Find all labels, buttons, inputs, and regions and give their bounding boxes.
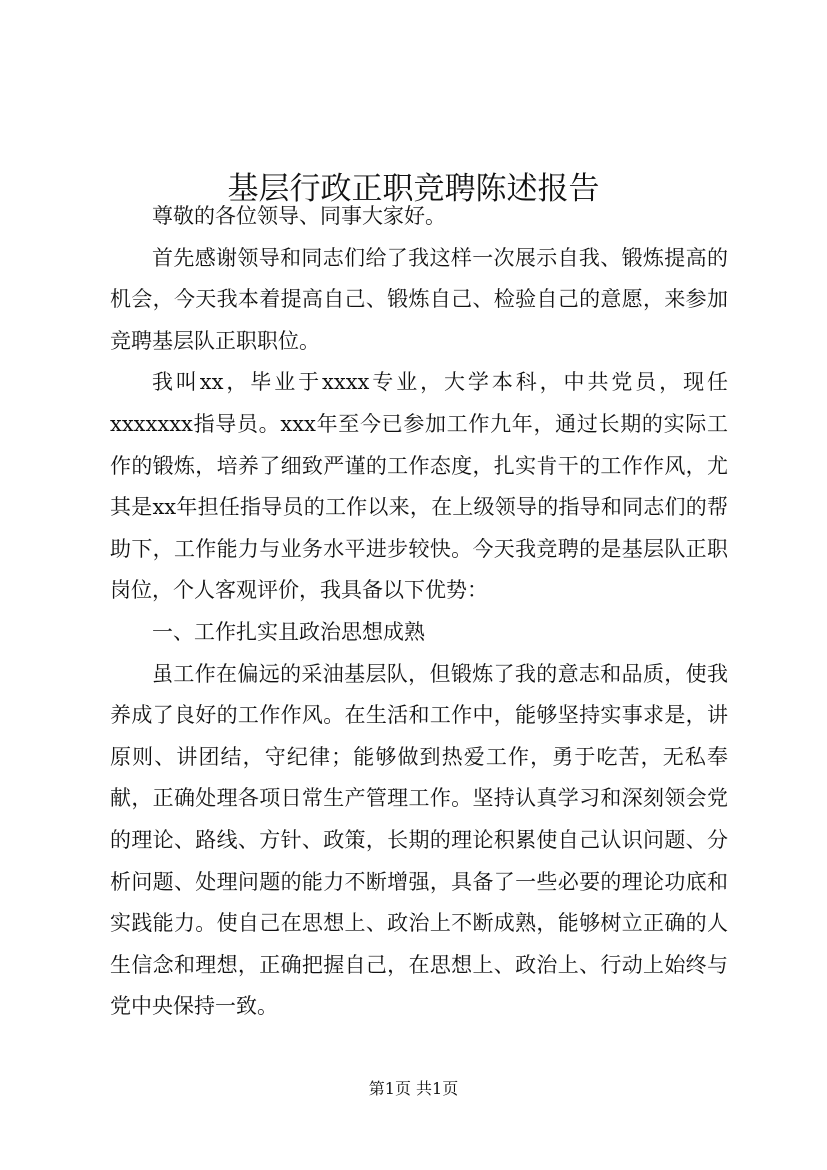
paragraph-thanks: 首先感谢领导和同志们给了我这样一次展示自我、锻炼提高的机会，今天我本着提高自己、锻炼自己、检验自己的意愿，来参加竞聘基层队正职职位。 [110,245,728,353]
paragraph-section-1: 虽工作在偏远的采油基层队，但锻炼了我的意志和品质，使我养成了良好的工作作风。在生活和工作中，能够坚持实事求是，讲原则、讲团结，守纪律；能够做到热爱工作，勇于吃苦，无私奉献，正确处理各项日常生产管理工作。坚持认真学习和深刻领会党的理论、路线、方针、政策，长期的理论积累使自己认识问题、分析问题、处理问题的能力不断增强，具备了一些必要的理论功底和实践能力。使自己在思想上、政治上不断成熟，能够树立正确的人生信念和理想，正确把握自己，在思想上、政治上、行动上始终与党中央保持一致。 [110,661,728,1019]
document-title: 基层行政正职竞聘陈述报告 [227,170,600,207]
document-body [110,196,728,1028]
page-footer: 第1页 共1页 [368,1079,459,1098]
paragraph-greeting: 尊敬的各位领导、同事大家好。 [152,204,446,228]
section-heading-1: 一、工作扎实且政治思想成熟 [152,619,425,644]
paragraph-introduction: 我叫xx，毕业于xxxx专业，大学本科，中共党员，现任xxxxxxx指导员。xxx年至今已参加工作九年，通过长期的实际工作的锻炼，培养了细致严谨的工作态度，扎实肯干的工作作风，尤其是xx年担任指导员的工作以来，在上级领导的指导和同志们的帮助下，工作能力与业务水平进步较快。今天我竞聘的是基层队正职岗位，个人客观评价，我具备以下优势： [110,370,728,603]
